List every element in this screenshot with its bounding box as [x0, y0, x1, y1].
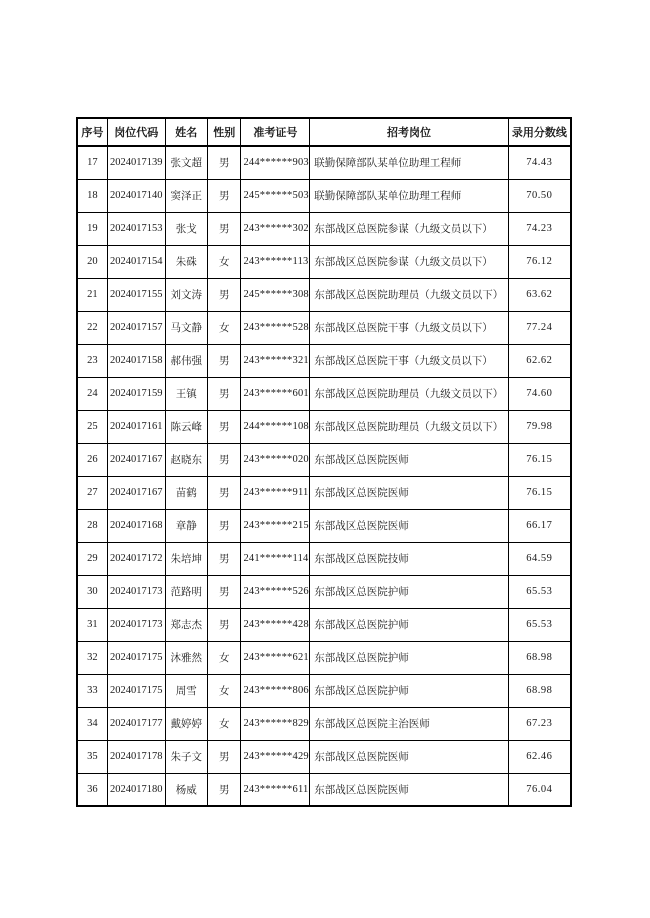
- cell-gender: 女: [208, 311, 241, 344]
- cell-name: 郝伟强: [165, 344, 208, 377]
- cell-exam-no: 245******308: [241, 278, 310, 311]
- cell-gender: 女: [208, 674, 241, 707]
- header-position: 招考岗位: [310, 118, 508, 146]
- cell-score: 68.98: [508, 674, 571, 707]
- cell-position: 联勤保障部队某单位助理工程师: [310, 146, 508, 179]
- table-row: [77, 476, 571, 509]
- cell-name: 朱培坤: [165, 542, 208, 575]
- cell-code: 2024017173: [107, 608, 165, 641]
- cell-gender: 女: [208, 707, 241, 740]
- cell-score: 63.62: [508, 278, 571, 311]
- cell-name: 戴婷婷: [165, 707, 208, 740]
- cell-code: 2024017167: [107, 476, 165, 509]
- cell-position: 东部战区总医院干事（九级文员以下）: [310, 344, 508, 377]
- table-row: [77, 575, 571, 608]
- cell-code: 2024017167: [107, 443, 165, 476]
- cell-no: 25: [77, 410, 107, 443]
- cell-gender: 男: [208, 608, 241, 641]
- cell-score: 62.46: [508, 740, 571, 773]
- cell-no: 31: [77, 608, 107, 641]
- cell-no: 33: [77, 674, 107, 707]
- table-row: [77, 377, 571, 410]
- table-row: [77, 641, 571, 674]
- cell-name: 朱硃: [165, 245, 208, 278]
- table-row: [77, 278, 571, 311]
- cell-code: 2024017173: [107, 575, 165, 608]
- cell-no: 27: [77, 476, 107, 509]
- cell-position: 东部战区总医院干事（九级文员以下）: [310, 311, 508, 344]
- cell-code: 2024017180: [107, 773, 165, 806]
- cell-exam-no: 244******108: [241, 410, 310, 443]
- table-row: [77, 608, 571, 641]
- cell-position: 东部战区总医院医师: [310, 773, 508, 806]
- table-row: [77, 707, 571, 740]
- cell-no: 34: [77, 707, 107, 740]
- cell-score: 65.53: [508, 575, 571, 608]
- cell-no: 21: [77, 278, 107, 311]
- recruitment-score-table: [76, 117, 572, 807]
- cell-gender: 男: [208, 278, 241, 311]
- cell-name: 周雪: [165, 674, 208, 707]
- cell-exam-no: 243******020: [241, 443, 310, 476]
- cell-position: 东部战区总医院助理员（九级文员以下）: [310, 278, 508, 311]
- table-row: [77, 542, 571, 575]
- header-gender: 性别: [208, 118, 241, 146]
- cell-code: 2024017158: [107, 344, 165, 377]
- cell-score: 64.59: [508, 542, 571, 575]
- cell-gender: 男: [208, 179, 241, 212]
- cell-name: 沐雅然: [165, 641, 208, 674]
- cell-no: 19: [77, 212, 107, 245]
- cell-gender: 男: [208, 740, 241, 773]
- table-header: [77, 118, 571, 146]
- cell-score: 70.50: [508, 179, 571, 212]
- table-row: [77, 311, 571, 344]
- cell-name: 章静: [165, 509, 208, 542]
- cell-position: 东部战区总医院助理员（九级文员以下）: [310, 410, 508, 443]
- cell-name: 王镇: [165, 377, 208, 410]
- table-row: [77, 212, 571, 245]
- cell-code: 2024017168: [107, 509, 165, 542]
- cell-code: 2024017177: [107, 707, 165, 740]
- cell-position: 东部战区总医院技师: [310, 542, 508, 575]
- cell-position: 联勤保障部队某单位助理工程师: [310, 179, 508, 212]
- cell-exam-no: 243******215: [241, 509, 310, 542]
- cell-name: 杨威: [165, 773, 208, 806]
- table-row: [77, 410, 571, 443]
- cell-code: 2024017172: [107, 542, 165, 575]
- cell-exam-no: 243******526: [241, 575, 310, 608]
- cell-no: 35: [77, 740, 107, 773]
- cell-exam-no: 243******113: [241, 245, 310, 278]
- table-row: [77, 245, 571, 278]
- cell-exam-no: 243******601: [241, 377, 310, 410]
- cell-name: 刘文涛: [165, 278, 208, 311]
- cell-score: 66.17: [508, 509, 571, 542]
- cell-name: 张文超: [165, 146, 208, 179]
- cell-position: 东部战区总医院主治医师: [310, 707, 508, 740]
- header-name: 姓名: [165, 118, 208, 146]
- cell-no: 32: [77, 641, 107, 674]
- table-row: [77, 674, 571, 707]
- cell-name: 范路明: [165, 575, 208, 608]
- cell-name: 窦泽正: [165, 179, 208, 212]
- cell-score: 65.53: [508, 608, 571, 641]
- cell-score: 76.04: [508, 773, 571, 806]
- header-row: [77, 118, 571, 146]
- table-row: [77, 146, 571, 179]
- cell-exam-no: 243******429: [241, 740, 310, 773]
- cell-code: 2024017153: [107, 212, 165, 245]
- cell-exam-no: 243******611: [241, 773, 310, 806]
- cell-gender: 男: [208, 344, 241, 377]
- cell-gender: 女: [208, 245, 241, 278]
- cell-no: 22: [77, 311, 107, 344]
- cell-gender: 男: [208, 377, 241, 410]
- cell-position: 东部战区总医院护师: [310, 641, 508, 674]
- cell-exam-no: 243******621: [241, 641, 310, 674]
- cell-score: 76.15: [508, 443, 571, 476]
- cell-exam-no: 243******302: [241, 212, 310, 245]
- cell-exam-no: 243******428: [241, 608, 310, 641]
- cell-position: 东部战区总医院护师: [310, 674, 508, 707]
- cell-name: 马文静: [165, 311, 208, 344]
- cell-code: 2024017175: [107, 641, 165, 674]
- header-exam-no: 准考证号: [241, 118, 310, 146]
- cell-no: 30: [77, 575, 107, 608]
- cell-exam-no: 241******114: [241, 542, 310, 575]
- cell-position: 东部战区总医院参谋（九级文员以下）: [310, 212, 508, 245]
- cell-name: 赵晓东: [165, 443, 208, 476]
- cell-name: 张戈: [165, 212, 208, 245]
- cell-gender: 男: [208, 476, 241, 509]
- cell-exam-no: 244******903: [241, 146, 310, 179]
- cell-code: 2024017155: [107, 278, 165, 311]
- cell-code: 2024017140: [107, 179, 165, 212]
- cell-code: 2024017175: [107, 674, 165, 707]
- table-row: [77, 509, 571, 542]
- cell-no: 24: [77, 377, 107, 410]
- cell-code: 2024017159: [107, 377, 165, 410]
- cell-no: 18: [77, 179, 107, 212]
- cell-score: 74.23: [508, 212, 571, 245]
- cell-no: 28: [77, 509, 107, 542]
- cell-exam-no: 243******321: [241, 344, 310, 377]
- cell-gender: 女: [208, 641, 241, 674]
- cell-gender: 男: [208, 410, 241, 443]
- cell-no: 26: [77, 443, 107, 476]
- cell-score: 77.24: [508, 311, 571, 344]
- cell-code: 2024017161: [107, 410, 165, 443]
- cell-score: 74.43: [508, 146, 571, 179]
- cell-code: 2024017157: [107, 311, 165, 344]
- header-code: 岗位代码: [107, 118, 165, 146]
- cell-gender: 男: [208, 509, 241, 542]
- cell-no: 29: [77, 542, 107, 575]
- header-score: 录用分数线: [508, 118, 571, 146]
- cell-score: 74.60: [508, 377, 571, 410]
- cell-score: 79.98: [508, 410, 571, 443]
- cell-code: 2024017139: [107, 146, 165, 179]
- cell-no: 17: [77, 146, 107, 179]
- cell-no: 23: [77, 344, 107, 377]
- cell-score: 67.23: [508, 707, 571, 740]
- cell-gender: 男: [208, 575, 241, 608]
- cell-exam-no: 243******911: [241, 476, 310, 509]
- cell-name: 苗鹤: [165, 476, 208, 509]
- cell-position: 东部战区总医院助理员（九级文员以下）: [310, 377, 508, 410]
- cell-gender: 男: [208, 212, 241, 245]
- cell-exam-no: 245******503: [241, 179, 310, 212]
- cell-code: 2024017154: [107, 245, 165, 278]
- cell-gender: 男: [208, 542, 241, 575]
- table-row: [77, 773, 571, 806]
- cell-gender: 男: [208, 443, 241, 476]
- cell-score: 62.62: [508, 344, 571, 377]
- cell-code: 2024017178: [107, 740, 165, 773]
- cell-position: 东部战区总医院医师: [310, 740, 508, 773]
- cell-position: 东部战区总医院护师: [310, 608, 508, 641]
- cell-no: 36: [77, 773, 107, 806]
- cell-exam-no: 243******528: [241, 311, 310, 344]
- cell-position: 东部战区总医院医师: [310, 443, 508, 476]
- cell-name: 朱子文: [165, 740, 208, 773]
- table-row: [77, 179, 571, 212]
- header-no: 序号: [77, 118, 107, 146]
- cell-score: 76.15: [508, 476, 571, 509]
- cell-exam-no: 243******806: [241, 674, 310, 707]
- cell-position: 东部战区总医院医师: [310, 509, 508, 542]
- table-body: [77, 146, 571, 806]
- cell-score: 76.12: [508, 245, 571, 278]
- cell-name: 陈云峰: [165, 410, 208, 443]
- table-row: [77, 740, 571, 773]
- cell-position: 东部战区总医院参谋（九级文员以下）: [310, 245, 508, 278]
- table-row: [77, 344, 571, 377]
- cell-position: 东部战区总医院医师: [310, 476, 508, 509]
- cell-no: 20: [77, 245, 107, 278]
- cell-exam-no: 243******829: [241, 707, 310, 740]
- cell-name: 郑志杰: [165, 608, 208, 641]
- cell-position: 东部战区总医院护师: [310, 575, 508, 608]
- cell-score: 68.98: [508, 641, 571, 674]
- cell-gender: 男: [208, 146, 241, 179]
- cell-gender: 男: [208, 773, 241, 806]
- table-row: [77, 443, 571, 476]
